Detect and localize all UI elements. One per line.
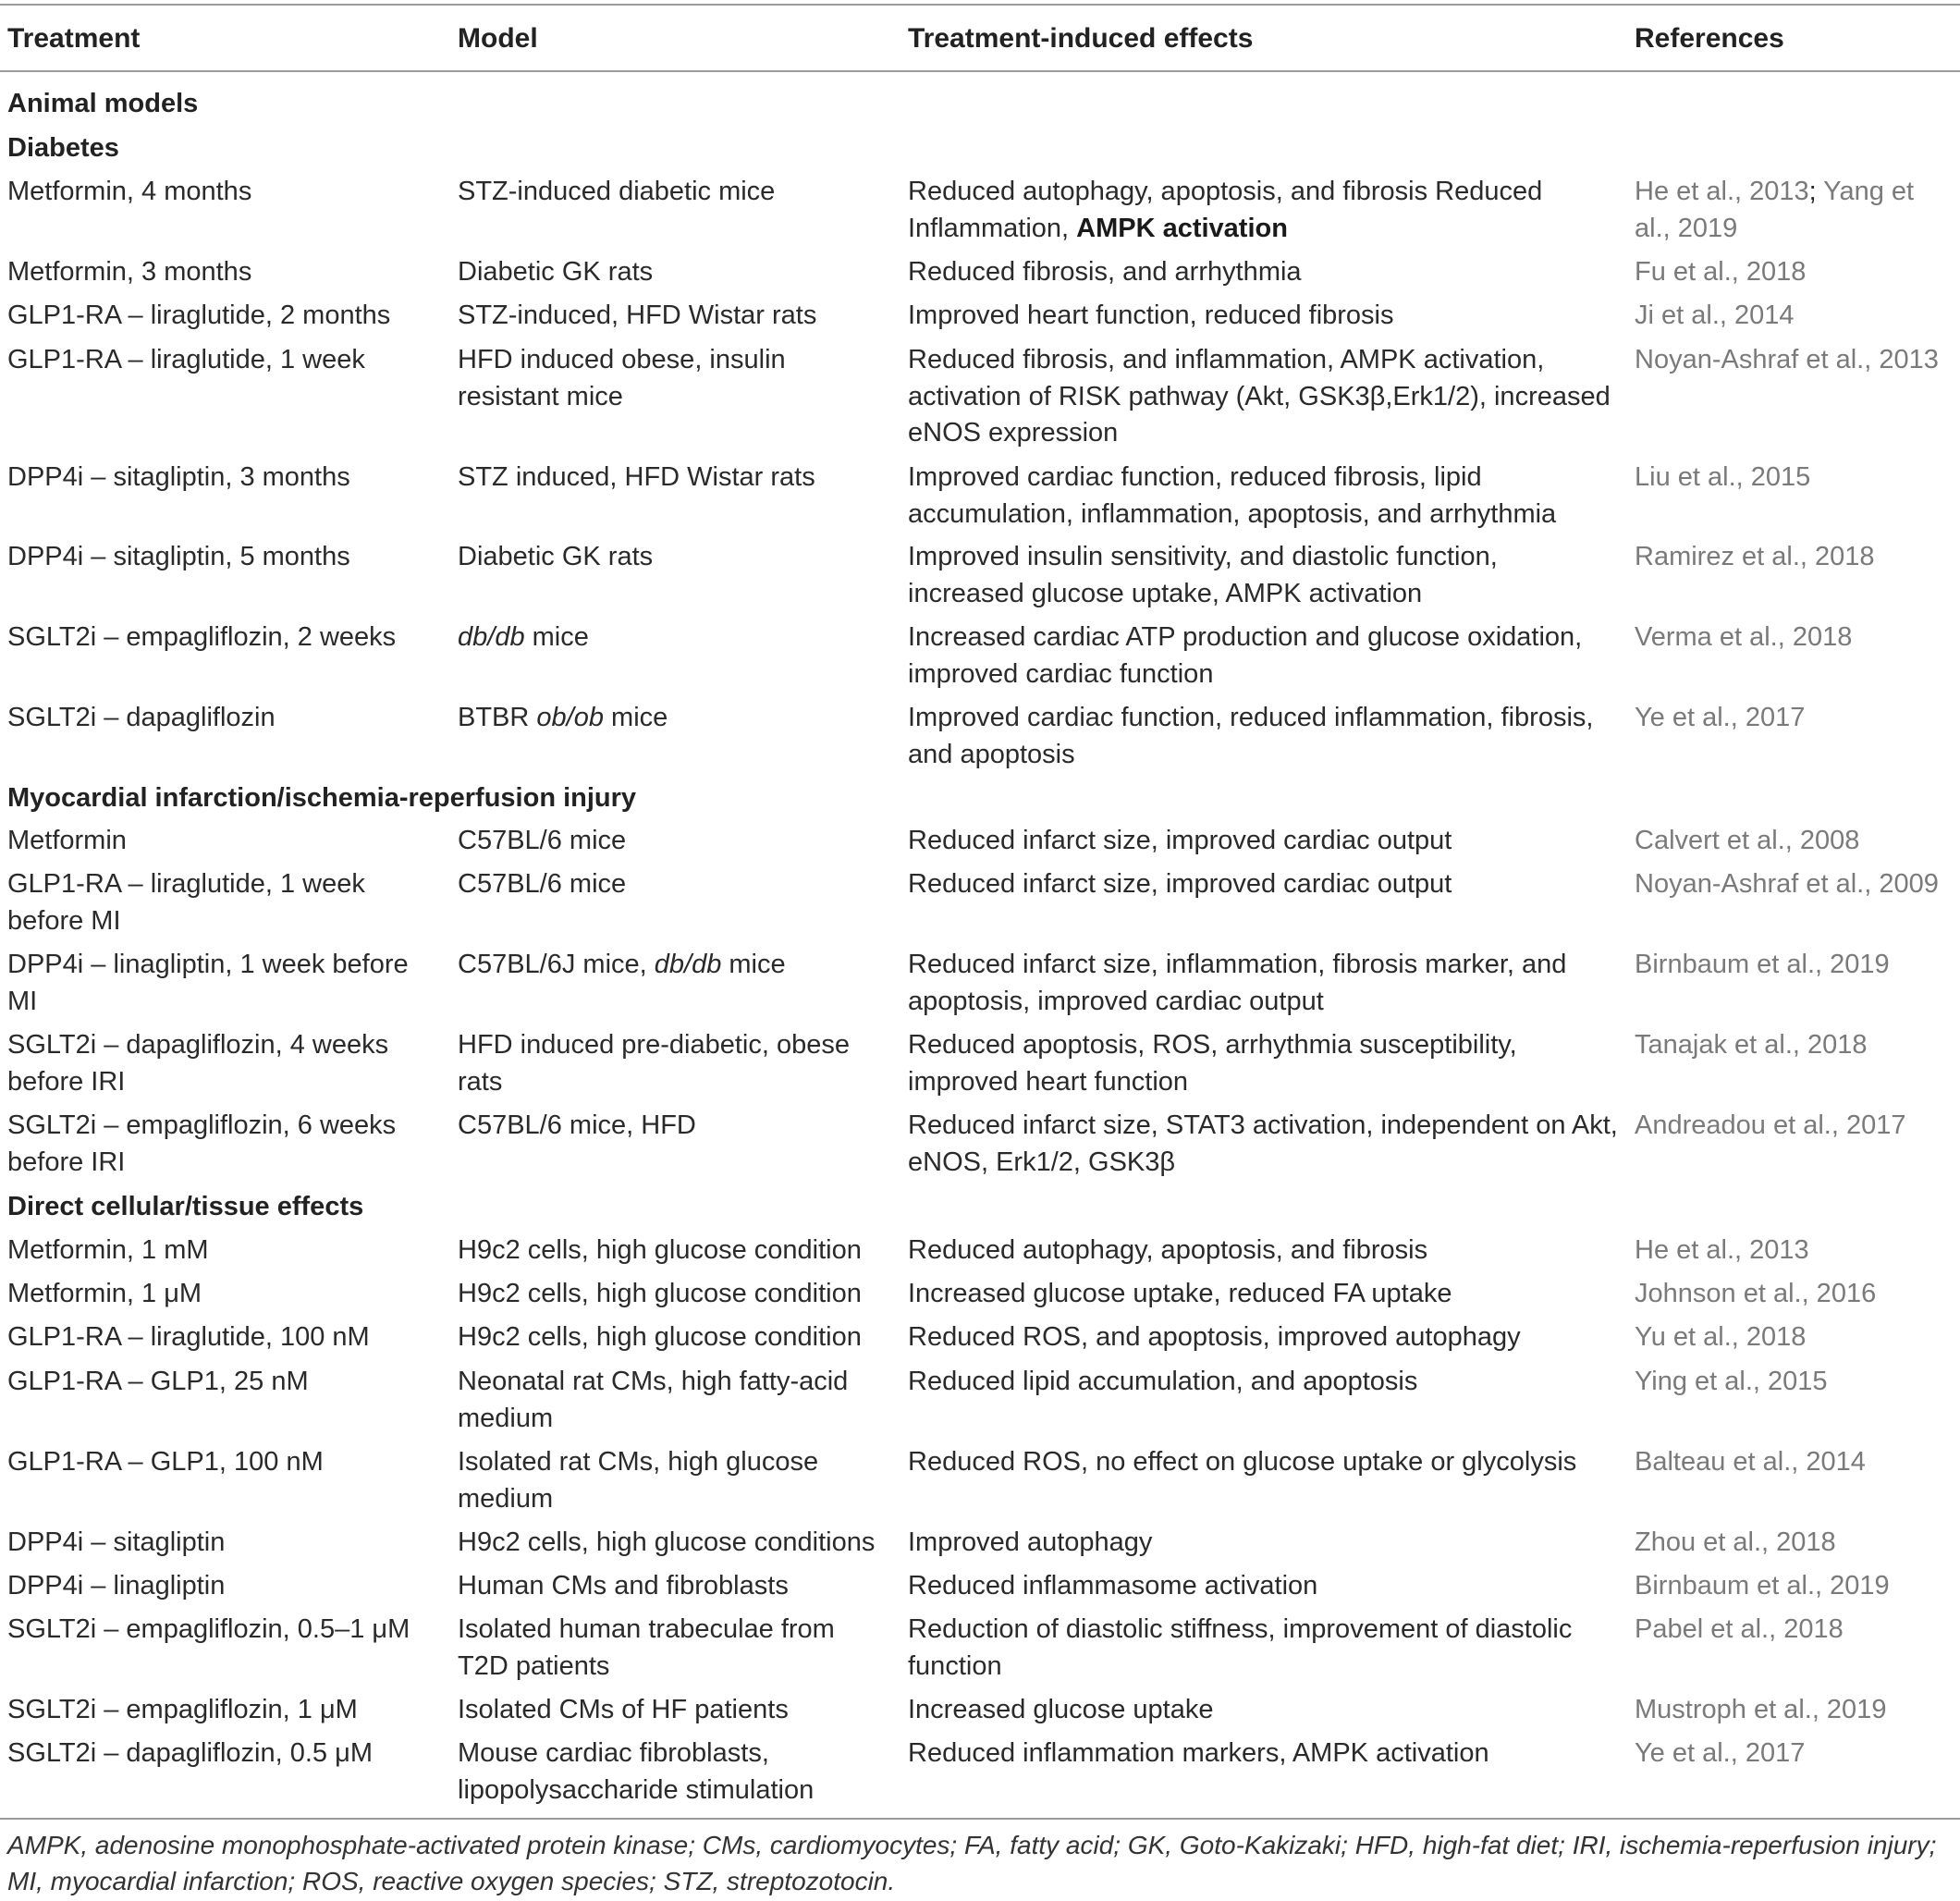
cell-model: H9c2 cells, high glucose conditions [458,1527,876,1557]
reference-link[interactable]: Ye et al., 2017 [1635,703,1806,732]
reference-link[interactable]: Yang et al., 2019 [1635,177,1915,243]
cell-treatment: SGLT2i – empagliflozin, 2 weeks [7,622,397,652]
cell-effects: Reduced infarct size, inflammation, fibrosis marker, and apoptosis, improved cardiac output [908,950,1567,1016]
cell-effects: Reduced infarct size, improved cardiac output [908,826,1452,855]
reference-link[interactable]: Fu et al., 2018 [1635,257,1807,287]
cell-model: C57BL/6 mice, HFD [458,1110,696,1140]
cell-treatment: SGLT2i – dapagliflozin, 4 weeks before IRI [7,1030,389,1097]
top-rule [0,4,1960,6]
model-rest: mice [603,703,668,732]
reference-link[interactable]: Noyan-Ashraf et al., 2013 [1635,345,1939,374]
cell-model [458,619,892,656]
model-italic: db/db [458,622,525,652]
cell-treatment: Metformin, 3 months [7,257,252,287]
table-header [0,20,1960,57]
cell-model: H9c2 cells, high glucose condition [458,1322,862,1352]
cell-model: HFD induced pre-diabetic, obese rats [458,1030,850,1097]
cell-effects: Improved autophagy [908,1527,1153,1557]
cell-effects: Improved cardiac function, reduced fibrosis, lipid accumulation, inflammation, apoptosis, and arrhythmia [908,462,1557,529]
cell-references [1635,174,1954,247]
header-model: Model [458,23,538,54]
cell-treatment: GLP1-RA – liraglutide, 100 nM [7,1322,370,1352]
cell-effects: Reduction of diastolic stiffness, improvement of diastolic function [908,1614,1573,1681]
cell-effects: Reduced autophagy, apoptosis, and fibrosis [908,1235,1428,1265]
reference-link[interactable]: Mustroph et al., 2019 [1635,1695,1887,1724]
model-pre: BTBR [458,703,537,732]
header-references: References [1635,23,1784,54]
model-italic: ob/ob [536,703,604,732]
reference-link[interactable]: Noyan-Ashraf et al., 2009 [1635,869,1939,899]
section-direct: Direct cellular/tissue effects [7,1192,364,1221]
cell-model [458,700,892,737]
reference-link[interactable]: Birnbaum et al., 2019 [1635,950,1890,979]
cell-model: Diabetic GK rats [458,542,654,571]
cell-model: H9c2 cells, high glucose condition [458,1235,862,1265]
cell-model: STZ-induced diabetic mice [458,177,776,206]
reference-link[interactable]: Calvert et al., 2008 [1635,826,1860,855]
model-italic: db/db [654,950,722,979]
model-rest: mice [524,622,589,652]
cell-effects: Reduced fibrosis, and arrhythmia [908,257,1302,287]
reference-link[interactable]: Ying et al., 2015 [1635,1367,1828,1396]
reference-separator: ; [1808,177,1817,206]
cell-model: Isolated human trabeculae from T2D patients [458,1614,835,1681]
section-animal-models: Animal models [7,89,199,118]
header-treatment: Treatment [7,23,141,54]
cell-effects: Reduced infarct size, STAT3 activation, independent on Akt, eNOS, Erk1/2, GSK3β [908,1110,1618,1177]
header-rule [0,70,1960,72]
reference-link[interactable]: Yu et al., 2018 [1635,1322,1807,1352]
cell-model: H9c2 cells, high glucose condition [458,1279,862,1308]
cell-treatment: DPP4i – sitagliptin [7,1527,226,1557]
cell-treatment: SGLT2i – empagliflozin, 0.5–1 μM [7,1614,410,1644]
cell-model: HFD induced obese, insulin resistant mice [458,345,786,411]
cell-effects: Improved cardiac function, reduced inflammation, fibrosis, and apoptosis [908,703,1594,769]
cell-effects: Reduced apoptosis, ROS, arrhythmia susceptibility, improved heart function [908,1030,1517,1097]
reference-link[interactable]: Ye et al., 2017 [1635,1738,1806,1768]
cell-treatment: SGLT2i – empagliflozin, 6 weeks before IRI [7,1110,397,1177]
reference-link[interactable]: Birnbaum et al., 2019 [1635,1571,1890,1601]
reference-link[interactable]: Zhou et al., 2018 [1635,1527,1836,1557]
reference-link[interactable]: Liu et al., 2015 [1635,462,1811,492]
cell-treatment: GLP1-RA – liraglutide, 2 months [7,300,391,330]
cell-model: Isolated rat CMs, high glucose medium [458,1447,819,1514]
cell-model: Neonatal rat CMs, high fatty-acid medium [458,1367,849,1433]
cell-treatment: DPP4i – linagliptin [7,1571,226,1601]
cell-model: C57BL/6 mice [458,869,627,899]
cell-treatment: DPP4i – sitagliptin, 5 months [7,542,350,571]
cell-treatment: GLP1-RA – liraglutide, 1 week [7,345,365,374]
cell-model: Isolated CMs of HF patients [458,1695,789,1724]
cell-treatment: SGLT2i – dapagliflozin [7,703,276,732]
header-effects: Treatment-induced effects [908,23,1254,54]
cell-effects: Increased glucose uptake, reduced FA uptake [908,1279,1452,1308]
cell-treatment: GLP1-RA – GLP1, 100 nM [7,1447,324,1477]
cell-treatment: SGLT2i – dapagliflozin, 0.5 μM [7,1738,373,1768]
reference-link[interactable]: Verma et al., 2018 [1635,622,1853,652]
table-footnote: AMPK, adenosine monophosphate-activated protein kinase; CMs, cardiomyocytes; FA, fatty acid; GK, Goto-Kakizaki; HFD, high-fat diet; IRI, ischemia-reperfusion injury; MI, myocardial infarction; ROS, reactive oxygen species; STZ, streptozotocin. [7,1831,1937,1895]
cell-treatment: Metformin, 1 μM [7,1279,202,1308]
reference-link[interactable]: Johnson et al., 2016 [1635,1279,1877,1308]
cell-model: STZ-induced, HFD Wistar rats [458,300,817,330]
cell-effects: Increased cardiac ATP production and glucose oxidation, improved cardiac function [908,622,1583,689]
reference-link[interactable]: He et al., 2013 [1635,177,1809,206]
cell-treatment: GLP1-RA – GLP1, 25 nM [7,1367,309,1396]
cell-effects: Reduced ROS, no effect on glucose uptake or glycolysis [908,1447,1577,1477]
cell-effects: Reduced lipid accumulation, and apoptosis [908,1367,1418,1396]
cell-treatment: SGLT2i – empagliflozin, 1 μM [7,1695,358,1724]
model-rest: mice [721,950,786,979]
effects-text: Reduced autophagy, apoptosis, and fibrosis Reduced Inflammation, [908,177,1543,243]
cell-effects: Improved insulin sensitivity, and diastolic function, increased glucose uptake, AMPK activation [908,542,1498,608]
cell-treatment: Metformin, 1 mM [7,1235,209,1265]
cell-treatment: GLP1-RA – liraglutide, 1 week before MI [7,869,365,936]
cell-model: C57BL/6 mice [458,826,627,855]
effects-bold-text: AMPK activation [1076,213,1288,243]
cell-effects: Reduced infarct size, improved cardiac output [908,869,1452,899]
cell-model: Diabetic GK rats [458,257,654,287]
reference-link[interactable]: Ji et al., 2014 [1635,300,1795,330]
cell-effects: Reduced fibrosis, and inflammation, AMPK activation, activation of RISK pathway (Akt, GSK3β,Erk1/2), increased eNOS expression [908,345,1611,448]
cell-treatment: DPP4i – sitagliptin, 3 months [7,462,350,492]
section-mi: Myocardial infarction/ischemia-reperfusion injury [7,783,637,813]
cell-treatment: Metformin, 4 months [7,177,252,206]
model-pre: C57BL/6J mice, [458,950,655,979]
reference-link[interactable]: Balteau et al., 2014 [1635,1447,1866,1477]
cell-model [458,947,892,984]
bottom-rule [0,1818,1960,1820]
cell-treatment: Metformin [7,826,127,855]
cell-model: Mouse cardiac fibroblasts, lipopolysaccharide stimulation [458,1738,815,1805]
reference-link[interactable]: He et al., 2013 [1635,1235,1809,1265]
cell-effects [908,174,1620,247]
reference-link[interactable]: Pabel et al., 2018 [1635,1614,1844,1644]
cell-model: Human CMs and fibroblasts [458,1571,789,1601]
cell-effects: Reduced ROS, and apoptosis, improved autophagy [908,1322,1521,1352]
section-diabetes: Diabetes [7,133,119,163]
reference-link[interactable]: Tanajak et al., 2018 [1635,1030,1868,1060]
cell-effects: Improved heart function, reduced fibrosis [908,300,1394,330]
reference-link[interactable]: Ramirez et al., 2018 [1635,542,1875,571]
cell-effects: Reduced inflammasome activation [908,1571,1318,1601]
cell-effects: Increased glucose uptake [908,1695,1214,1724]
cell-model: STZ induced, HFD Wistar rats [458,462,815,492]
cell-effects: Reduced inflammation markers, AMPK activation [908,1738,1489,1768]
reference-link[interactable]: Andreadou et al., 2017 [1635,1110,1906,1140]
cell-treatment: DPP4i – linagliptin, 1 week before MI [7,950,409,1016]
